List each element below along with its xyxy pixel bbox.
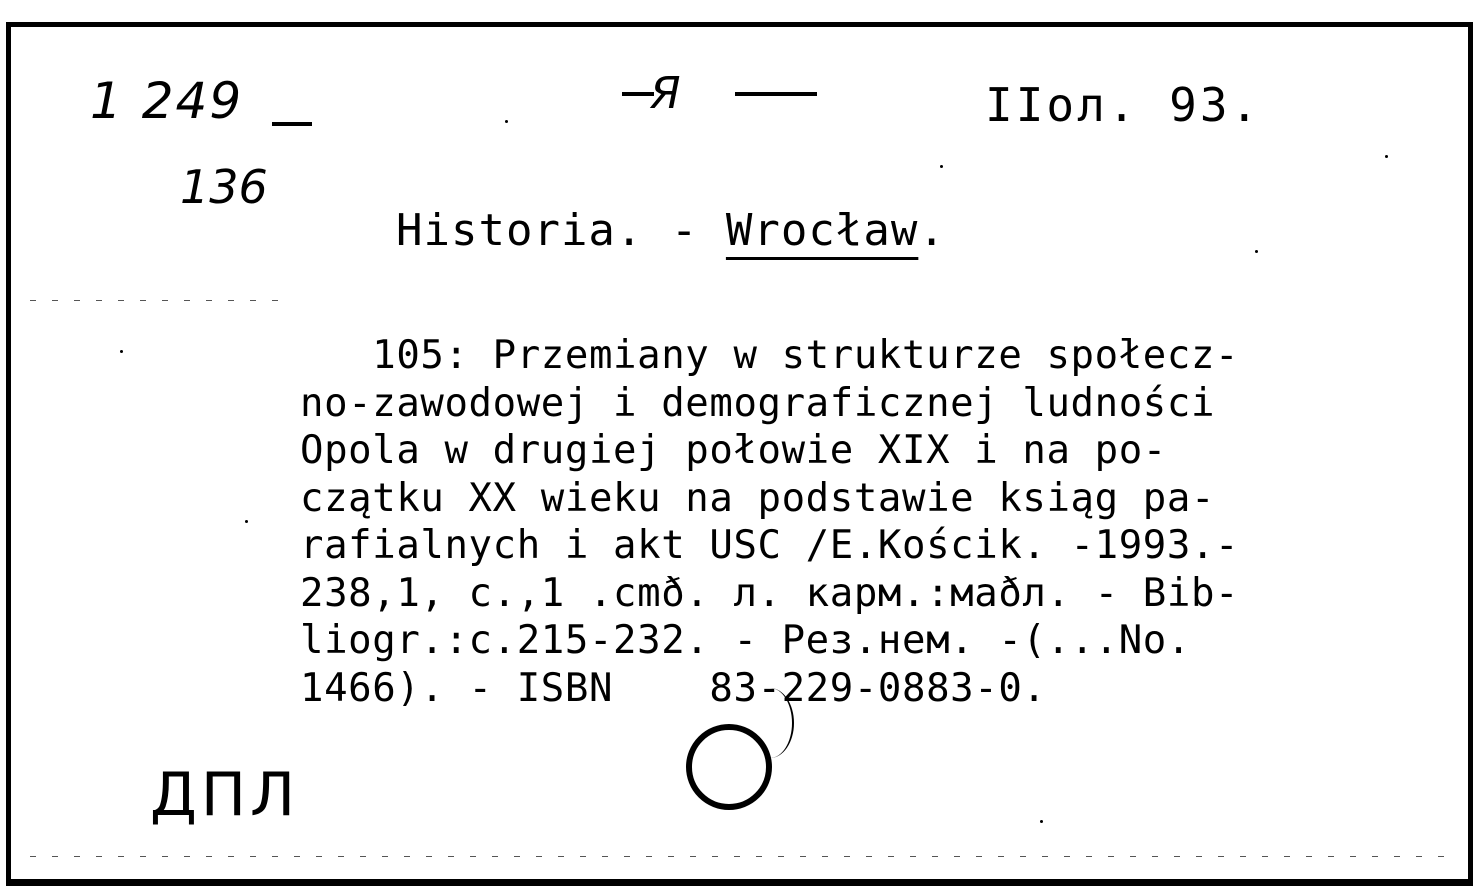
entry-line: czątku XX wieku na podstawie ksiąg pa- <box>300 475 1216 521</box>
scan-speck <box>1040 820 1043 823</box>
entry-line: no-zawodowej i demograficznej ludności <box>300 380 1216 426</box>
entry-line: 1466). - ISBN 83-229-0883-0. <box>300 665 1047 711</box>
scan-speck <box>1385 155 1388 158</box>
accession-number: 1 249 <box>90 72 244 130</box>
subject-heading <box>396 205 946 256</box>
sub-number: 136 <box>180 160 268 214</box>
scan-noise-line <box>30 300 290 301</box>
entry-line: 105: Przemiany w strukturze społecz- <box>300 333 1240 378</box>
classification-mark: Я <box>650 68 681 119</box>
scan-speck <box>120 350 123 353</box>
subject-place: Wrocław <box>725 205 919 256</box>
scan-speck <box>245 520 248 523</box>
entry-text <box>300 332 1239 712</box>
scan-speck <box>1255 250 1258 253</box>
accession-underline <box>272 122 312 126</box>
entry-line: rafialnych i akt USC /E.Kościk. -1993.- <box>300 523 1240 568</box>
hand-circle-mark <box>686 724 772 810</box>
scan-speck <box>940 165 943 168</box>
subject-end: . <box>918 205 946 256</box>
classification-dash-right <box>735 92 817 96</box>
call-number: IIол. 93. <box>985 78 1262 132</box>
entry-line: 238,1, с.,1 .cmð. л. карм.:маðл. - Bib- <box>300 570 1240 616</box>
scan-noise-line <box>30 856 1450 857</box>
subject-topic: Historia. - <box>396 205 699 256</box>
location-mark: ДПЛ <box>150 760 300 830</box>
entry-line: liogr.:c.215-232. - Рез.нем. -(...No. <box>300 618 1191 663</box>
entry-line: Opola w drugiej połowie XIX i na po- <box>300 428 1167 473</box>
scan-speck <box>505 120 508 123</box>
